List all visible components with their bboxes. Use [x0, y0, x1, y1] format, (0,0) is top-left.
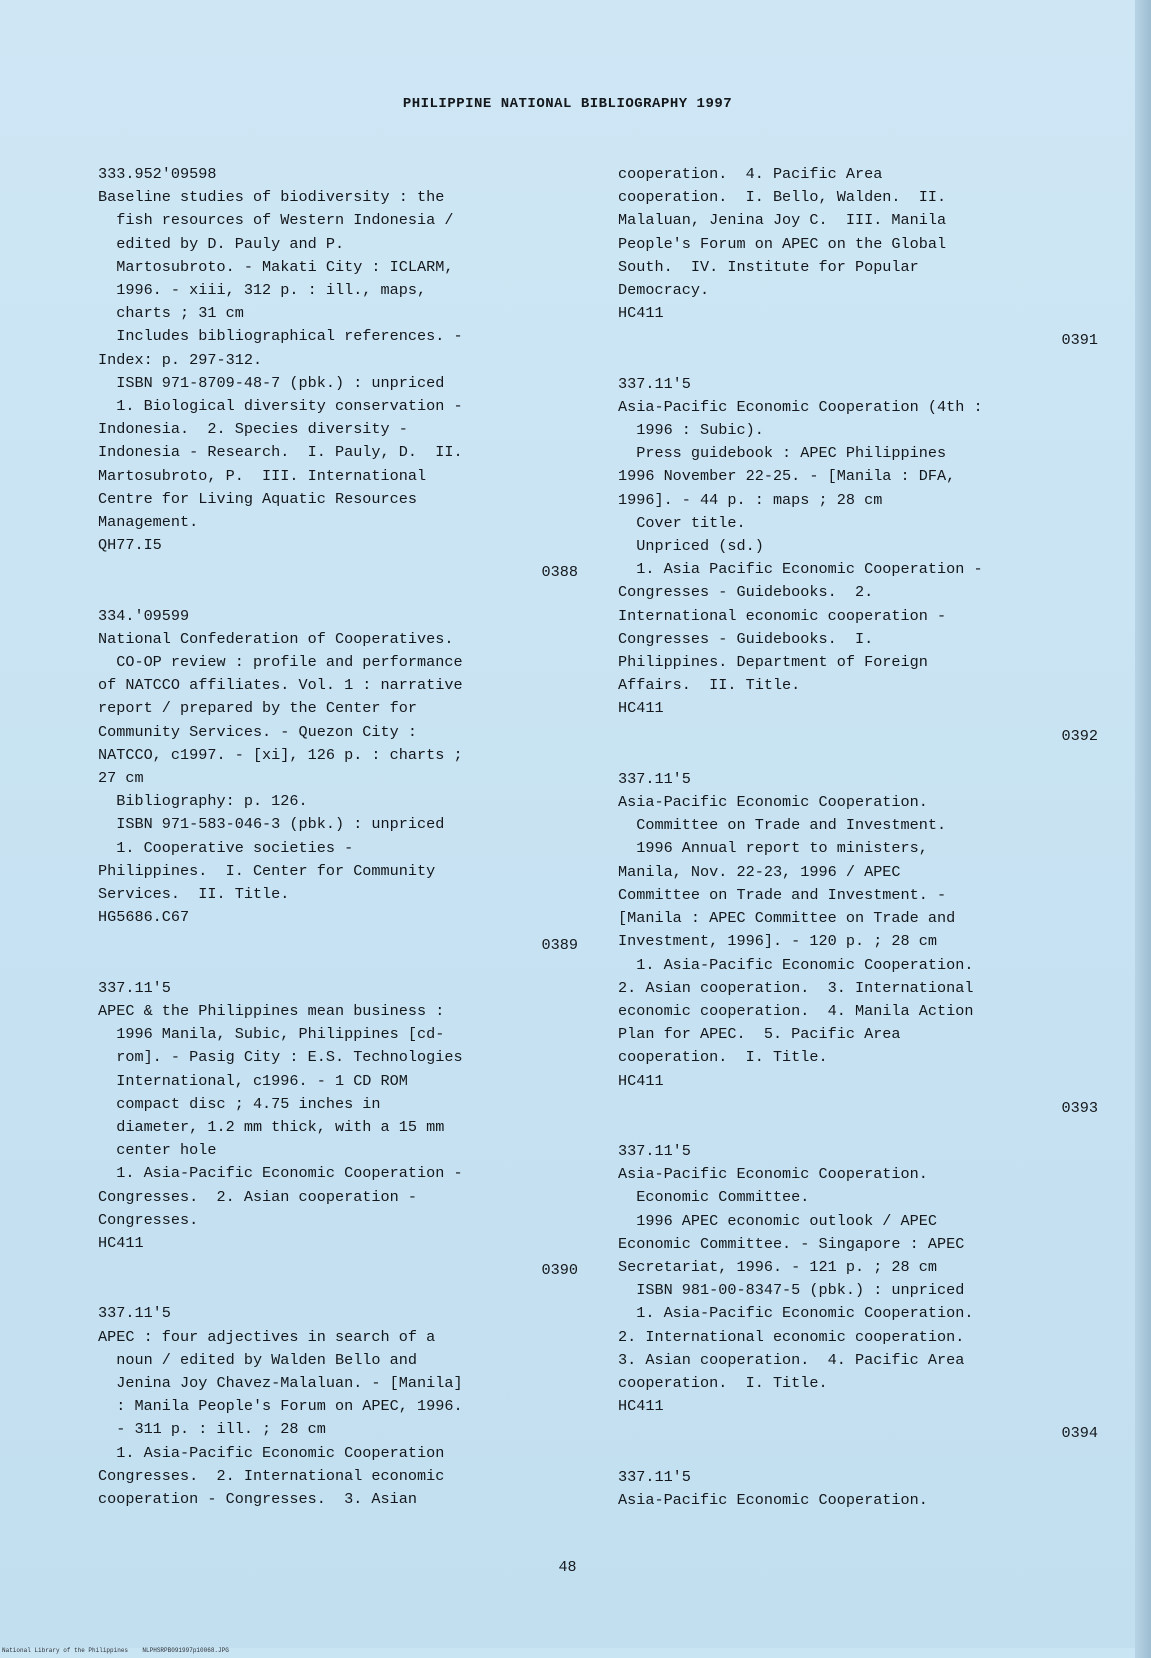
entry-line: 1. Asia Pacific Economic Cooperation -: [618, 560, 983, 579]
entry-line: Jenina Joy Chavez-Malaluan. - [Manila]: [98, 1373, 463, 1392]
entry-line: Includes bibliographical references. -: [98, 327, 463, 346]
entry-line: Economic Committee.: [618, 1188, 810, 1207]
entry-line: Martosubroto, P. III. International: [98, 466, 427, 485]
entry-line: Congresses - Guidebooks. 2.: [618, 583, 874, 602]
entry-line: Philippines. Department of Foreign: [618, 653, 928, 672]
entry-line: 337.11'5: [618, 374, 691, 393]
entry-line: Congresses.: [98, 1210, 199, 1229]
entry-line: 337.11'5: [98, 978, 171, 997]
entry-line: Manila, Nov. 22-23, 1996 / APEC: [618, 862, 901, 881]
entry-line: Congresses. 2. Asian cooperation -: [98, 1187, 417, 1206]
catalog-entry: [98, 1302, 578, 1511]
entry-spacer: [98, 1282, 578, 1302]
entry-line: compact disc ; 4.75 inches in: [98, 1094, 381, 1113]
entry-line: Index: p. 297-312.: [98, 350, 263, 369]
entry-number: 0393: [1061, 1098, 1098, 1117]
catalog-entry: [618, 768, 1098, 1120]
entry-line: 1996 APEC economic outlook / APEC: [618, 1211, 937, 1230]
entry-line: 1996 : Subic).: [618, 421, 764, 440]
entry-line: Centre for Living Aquatic Resources: [98, 489, 417, 508]
catalog-entry: [618, 373, 1098, 748]
entry-line: Malaluan, Jenina Joy C. III. Manila: [618, 211, 947, 230]
entry-line: HC411: [98, 1233, 144, 1252]
entry-line: 3. Asian cooperation. 4. Pacific Area: [618, 1350, 965, 1369]
entry-line: QH77.I5: [98, 536, 162, 555]
entry-line: APEC : four adjectives in search of a: [98, 1327, 436, 1346]
entry-line: Asia-Pacific Economic Cooperation.: [618, 1490, 928, 1509]
entry-line: 337.11'5: [618, 769, 691, 788]
entry-line: fish resources of Western Indonesia /: [98, 211, 454, 230]
entry-line: Asia-Pacific Economic Cooperation.: [618, 793, 928, 812]
entry-line: Indonesia - Research. I. Pauly, D. II.: [98, 443, 463, 462]
entry-line: Baseline studies of biodiversity : the: [98, 188, 445, 207]
entry-line: 2. International economic cooperation.: [618, 1327, 965, 1346]
entry-line: Investment, 1996]. - 120 p. ; 28 cm: [618, 932, 937, 951]
entry-line: International economic cooperation -: [618, 606, 947, 625]
catalog-entry: [98, 163, 578, 585]
entry-line: Press guidebook : APEC Philippines: [618, 444, 947, 463]
catalog-entry: [618, 1140, 1098, 1446]
entry-line: rom]. - Pasig City : E.S. Technologies: [98, 1048, 463, 1067]
entry-line: noun / edited by Walden Bello and: [98, 1350, 417, 1369]
entry-number: 0390: [541, 1261, 578, 1280]
entry-spacer: [618, 748, 1098, 768]
entry-line: APEC & the Philippines mean business :: [98, 1001, 445, 1020]
catalog-entry: [98, 977, 578, 1283]
entry-line: 1. Asia-Pacific Economic Cooperation -: [98, 1164, 463, 1183]
catalog-entry: [98, 605, 578, 957]
entry-line: HG5686.C67: [98, 908, 190, 927]
entry-line: Asia-Pacific Economic Cooperation (4th :: [618, 397, 983, 416]
entry-line: HC411: [618, 1071, 664, 1090]
entry-line: 1996 Manila, Subic, Philippines [cd-: [98, 1025, 445, 1044]
entry-line: Committee on Trade and Investment. -: [618, 885, 947, 904]
entry-line: Secretariat, 1996. - 121 p. ; 28 cm: [618, 1257, 937, 1276]
entry-line: Martosubroto. - Makati City : ICLARM,: [98, 257, 454, 276]
entry-line: [Manila : APEC Committee on Trade and: [618, 909, 956, 928]
entry-number: 0391: [1061, 331, 1098, 350]
right-column: [618, 163, 1098, 1512]
entry-line: 334.'09599: [98, 606, 190, 625]
entry-line: HC411: [618, 304, 664, 323]
entry-line: 1996 November 22-25. - [Manila : DFA,: [618, 467, 956, 486]
entry-line: Community Services. - Quezon City :: [98, 722, 417, 741]
entry-line: 1996. - xiii, 312 p. : ill., maps,: [98, 281, 427, 300]
entry-line: NATCCO, c1997. - [xi], 126 p. : charts ;: [98, 745, 463, 764]
entry-line: Bibliography: p. 126.: [98, 792, 308, 811]
entry-line: 337.11'5: [618, 1467, 691, 1486]
catalog-entry: [618, 163, 1098, 353]
entry-line: Asia-Pacific Economic Cooperation.: [618, 1165, 928, 1184]
entry-spacer: [98, 585, 578, 605]
entry-line: 1. Asia-Pacific Economic Cooperation: [98, 1443, 445, 1462]
entry-line: : Manila People's Forum on APEC, 1996.: [98, 1397, 463, 1416]
entry-line: 1. Asia-Pacific Economic Cooperation.: [618, 1304, 974, 1323]
entry-line: International, c1996. - 1 CD ROM: [98, 1071, 408, 1090]
entry-line: 2. Asian cooperation. 3. International: [618, 978, 974, 997]
entry-line: cooperation. I. Title.: [618, 1048, 828, 1067]
entry-line: Indonesia. 2. Species diversity -: [98, 420, 408, 439]
left-column: [98, 163, 578, 1511]
entry-line: of NATCCO affiliates. Vol. 1 : narrative: [98, 676, 463, 695]
entry-number: 0388: [541, 563, 578, 582]
entry-line: 337.11'5: [98, 1304, 171, 1323]
entry-line: - 311 p. : ill. ; 28 cm: [98, 1420, 326, 1439]
entry-line: Cover title.: [618, 513, 746, 532]
entry-line: Democracy.: [618, 281, 710, 300]
entry-line: center hole: [98, 1141, 217, 1160]
entry-line: edited by D. Pauly and P.: [98, 234, 345, 253]
entry-line: 333.952'09598: [98, 165, 217, 183]
page-number: 48: [558, 1559, 577, 1576]
entry-spacer: [618, 1446, 1098, 1466]
entry-line: 1996 Annual report to ministers,: [618, 839, 928, 858]
entry-line: 337.11'5: [618, 1141, 691, 1160]
entry-spacer: [98, 957, 578, 977]
entry-line: 1996]. - 44 p. : maps ; 28 cm: [618, 490, 883, 509]
entry-line: Plan for APEC. 5. Pacific Area: [618, 1025, 901, 1044]
entry-line: 1. Asia-Pacific Economic Cooperation.: [618, 955, 974, 974]
entry-line: CO-OP review : profile and performance: [98, 653, 463, 672]
entry-line: cooperation. I. Bello, Walden. II.: [618, 188, 947, 207]
entry-line: HC411: [618, 699, 664, 718]
entry-line: diameter, 1.2 mm thick, with a 15 mm: [98, 1117, 445, 1136]
entry-line: People's Forum on APEC on the Global: [618, 234, 947, 253]
entry-line: Congresses - Guidebooks. I.: [618, 629, 874, 648]
entry-spacer: [618, 353, 1098, 373]
entry-line: ISBN 981-00-8347-5 (pbk.) : unpriced: [618, 1281, 965, 1300]
entry-line: 1. Biological diversity conservation -: [98, 397, 463, 416]
entry-spacer: [618, 1120, 1098, 1140]
entry-line: ISBN 971-583-046-3 (pbk.) : unpriced: [98, 815, 445, 834]
entry-line: cooperation. 4. Pacific Area: [618, 165, 883, 183]
entry-line: National Confederation of Cooperatives.: [98, 629, 454, 648]
entry-line: cooperation. I. Title.: [618, 1373, 828, 1392]
entry-line: 1. Cooperative societies -: [98, 838, 354, 857]
entry-line: Economic Committee. - Singapore : APEC: [618, 1234, 965, 1253]
entry-line: report / prepared by the Center for: [98, 699, 417, 718]
entry-line: Services. II. Title.: [98, 885, 290, 904]
entry-number: 0389: [541, 935, 578, 954]
entry-line: Unpriced (sd.): [618, 537, 764, 556]
entry-line: Congresses. 2. International economic: [98, 1466, 445, 1485]
entry-line: Committee on Trade and Investment.: [618, 816, 947, 835]
entry-line: Philippines. I. Center for Community: [98, 861, 436, 880]
entry-line: HC411: [618, 1397, 664, 1416]
page-edge: [1135, 0, 1151, 1658]
entry-line: cooperation - Congresses. 3. Asian: [98, 1489, 417, 1508]
entry-line: ISBN 971-8709-48-7 (pbk.) : unpriced: [98, 373, 445, 392]
entry-line: 27 cm: [98, 769, 144, 788]
footer-source: National Library of the Philippines NLPHSRPB091997p10068.JPG: [2, 1647, 229, 1654]
catalog-entry: [618, 1466, 1098, 1512]
entry-number: 0394: [1061, 1424, 1098, 1443]
entry-number: 0392: [1061, 726, 1098, 745]
entry-line: economic cooperation. 4. Manila Action: [618, 1001, 974, 1020]
entry-line: charts ; 31 cm: [98, 304, 244, 323]
entry-line: Management.: [98, 513, 199, 532]
entry-line: South. IV. Institute for Popular: [618, 257, 919, 276]
page-header: PHILIPPINE NATIONAL BIBLIOGRAPHY 1997: [402, 96, 733, 112]
entry-line: Affairs. II. Title.: [618, 676, 801, 695]
